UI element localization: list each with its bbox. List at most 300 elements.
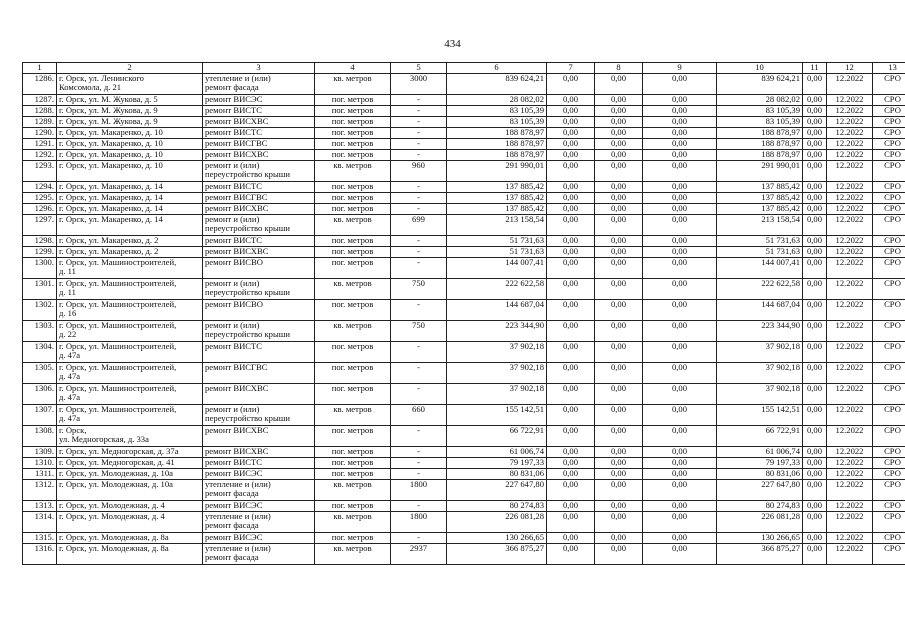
table-row <box>23 278 905 299</box>
table-row <box>23 94 905 105</box>
col9-cell: 0,00 <box>595 383 643 404</box>
col8-cell: 0,00 <box>547 203 595 214</box>
address-cell-line: д. 22 <box>59 329 77 340</box>
work-type-cell <box>203 214 315 235</box>
address-cell-line: г. Орск, ул. Ленинского <box>59 73 144 83</box>
date-cell: 12.2022 <box>827 543 873 564</box>
col8-cell: 0,00 <box>547 192 595 203</box>
col8-cell: 0,00 <box>547 278 595 299</box>
address-cell-line: д. 16 <box>59 308 77 319</box>
source-cell: СРО <box>873 257 905 278</box>
source-cell: СРО <box>873 383 905 404</box>
table-row <box>23 73 905 94</box>
row-number: 1294. <box>23 181 57 192</box>
work-type-cell <box>203 404 315 425</box>
col12-cell: 0,00 <box>803 404 827 425</box>
table-row <box>23 138 905 149</box>
unit-cell: кв. метров <box>315 404 391 425</box>
row-number: 1302. <box>23 299 57 320</box>
col8-cell: 0,00 <box>547 299 595 320</box>
unit-cell: кв. метров <box>315 73 391 94</box>
col11-cell: 37 902,18 <box>717 383 803 404</box>
col12-cell: 0,00 <box>803 446 827 457</box>
address-cell-line: г. Орск, ул. Макаренко, д. 10 <box>59 138 163 148</box>
quantity-cell: - <box>391 235 447 246</box>
unit-cell: пог. метров <box>315 116 391 127</box>
col9-cell: 0,00 <box>595 181 643 192</box>
unit-cell: пог. метров <box>315 446 391 457</box>
date-cell: 12.2022 <box>827 446 873 457</box>
address-cell-line: д. 11 <box>59 287 76 298</box>
address-cell-line: г. Орск, ул. Молодежная, д. 4 <box>59 500 165 510</box>
col8-cell: 0,00 <box>547 383 595 404</box>
unit-cell: пог. метров <box>315 257 391 278</box>
col9-cell: 0,00 <box>595 116 643 127</box>
col8-cell: 0,00 <box>547 479 595 500</box>
address-cell <box>57 479 203 500</box>
col10-cell: 0,00 <box>643 235 717 246</box>
unit-cell: кв. метров <box>315 511 391 532</box>
col8-cell: 0,00 <box>547 214 595 235</box>
work-type-cell-line: ремонт фасада <box>205 552 259 563</box>
table-row <box>23 257 905 278</box>
col12-cell: 0,00 <box>803 532 827 543</box>
header-cell-10: 10 <box>717 63 803 74</box>
date-cell: 12.2022 <box>827 192 873 203</box>
work-type-cell <box>203 192 315 203</box>
header-cell-1: 1 <box>23 63 57 74</box>
total-cost-cell: 51 731,63 <box>447 235 547 246</box>
date-cell: 12.2022 <box>827 320 873 341</box>
col11-cell: 137 885,42 <box>717 192 803 203</box>
header-cell-8: 8 <box>595 63 643 74</box>
address-cell-line: д. 11 <box>59 266 76 277</box>
work-type-cell-line: ремонт ВИСГВС <box>205 138 268 148</box>
work-type-cell <box>203 181 315 192</box>
total-cost-cell: 37 902,18 <box>447 341 547 362</box>
header-cell-13: 13 <box>873 63 905 74</box>
address-cell <box>57 94 203 105</box>
table-row <box>23 383 905 404</box>
date-cell: 12.2022 <box>827 94 873 105</box>
col10-cell: 0,00 <box>643 94 717 105</box>
date-cell: 12.2022 <box>827 73 873 94</box>
address-cell <box>57 246 203 257</box>
source-cell: СРО <box>873 278 905 299</box>
col9-cell: 0,00 <box>595 160 643 181</box>
col10-cell: 0,00 <box>643 500 717 511</box>
address-cell <box>57 73 203 94</box>
unit-cell: кв. метров <box>315 160 391 181</box>
row-number: 1308. <box>23 425 57 446</box>
col12-cell: 0,00 <box>803 149 827 160</box>
work-type-cell-line: ремонт ВИСЭС <box>205 468 263 478</box>
total-cost-cell: 188 878,97 <box>447 149 547 160</box>
source-cell: СРО <box>873 192 905 203</box>
col11-cell: 188 878,97 <box>717 138 803 149</box>
total-cost-cell: 227 647,80 <box>447 479 547 500</box>
work-type-cell <box>203 532 315 543</box>
col10-cell: 0,00 <box>643 73 717 94</box>
unit-cell: пог. метров <box>315 383 391 404</box>
table-row <box>23 341 905 362</box>
source-cell: СРО <box>873 457 905 468</box>
col9-cell: 0,00 <box>595 425 643 446</box>
total-cost-cell: 366 875,27 <box>447 543 547 564</box>
work-type-cell-line: ремонт ВИСЭС <box>205 532 263 542</box>
address-cell-line: г. Орск, ул. Машиностроителей, <box>59 341 177 351</box>
work-type-cell-line: ремонт и (или) <box>205 404 260 414</box>
unit-cell: пог. метров <box>315 127 391 138</box>
date-cell: 12.2022 <box>827 149 873 160</box>
row-number: 1299. <box>23 246 57 257</box>
table-row <box>23 457 905 468</box>
work-type-cell <box>203 341 315 362</box>
row-number: 1316. <box>23 543 57 564</box>
col10-cell: 0,00 <box>643 278 717 299</box>
work-type-cell-line: ремонт фасада <box>205 82 259 93</box>
table-row <box>23 500 905 511</box>
col12-cell: 0,00 <box>803 73 827 94</box>
address-cell <box>57 138 203 149</box>
work-type-cell-line: ремонт и (или) <box>205 320 260 330</box>
source-cell: СРО <box>873 203 905 214</box>
table-row <box>23 468 905 479</box>
col9-cell: 0,00 <box>595 192 643 203</box>
address-cell-line: г. Орск, ул. Машиностроителей, <box>59 257 177 267</box>
col11-cell: 79 197,33 <box>717 457 803 468</box>
quantity-cell: 1800 <box>391 479 447 500</box>
date-cell: 12.2022 <box>827 500 873 511</box>
row-number: 1315. <box>23 532 57 543</box>
col10-cell: 0,00 <box>643 457 717 468</box>
col11-cell: 226 081,28 <box>717 511 803 532</box>
total-cost-cell: 80 831,06 <box>447 468 547 479</box>
address-cell-line: г. Орск, ул. М. Жукова, д. 9 <box>59 116 158 126</box>
date-cell: 12.2022 <box>827 160 873 181</box>
quantity-cell: - <box>391 203 447 214</box>
date-cell: 12.2022 <box>827 214 873 235</box>
col8-cell: 0,00 <box>547 543 595 564</box>
row-number: 1314. <box>23 511 57 532</box>
date-cell: 12.2022 <box>827 278 873 299</box>
date-cell: 12.2022 <box>827 362 873 383</box>
col12-cell: 0,00 <box>803 235 827 246</box>
work-type-cell-line: утепление и (или) <box>205 511 271 521</box>
col8-cell: 0,00 <box>547 160 595 181</box>
row-number: 1301. <box>23 278 57 299</box>
row-number: 1300. <box>23 257 57 278</box>
date-cell: 12.2022 <box>827 479 873 500</box>
total-cost-cell: 144 687,04 <box>447 299 547 320</box>
date-cell: 12.2022 <box>827 404 873 425</box>
unit-cell: пог. метров <box>315 425 391 446</box>
quantity-cell: - <box>391 457 447 468</box>
total-cost-cell: 51 731,63 <box>447 246 547 257</box>
col10-cell: 0,00 <box>643 160 717 181</box>
work-type-cell-line: ремонт ВИСГВС <box>205 362 268 372</box>
address-cell <box>57 278 203 299</box>
address-cell-line: г. Орск, ул. Машиностроителей, <box>59 299 177 309</box>
quantity-cell: 960 <box>391 160 447 181</box>
address-cell <box>57 257 203 278</box>
col9-cell: 0,00 <box>595 341 643 362</box>
total-cost-cell: 188 878,97 <box>447 127 547 138</box>
unit-cell: кв. метров <box>315 479 391 500</box>
address-cell-line: д. 47а <box>59 371 81 382</box>
source-cell: СРО <box>873 341 905 362</box>
row-number: 1286. <box>23 73 57 94</box>
source-cell: СРО <box>873 479 905 500</box>
unit-cell: пог. метров <box>315 94 391 105</box>
col12-cell: 0,00 <box>803 246 827 257</box>
col9-cell: 0,00 <box>595 203 643 214</box>
row-number: 1296. <box>23 203 57 214</box>
source-cell: СРО <box>873 138 905 149</box>
address-cell <box>57 116 203 127</box>
quantity-cell: - <box>391 149 447 160</box>
address-cell-line: д. 47а <box>59 413 81 424</box>
col10-cell: 0,00 <box>643 214 717 235</box>
work-type-cell <box>203 160 315 181</box>
address-cell-line: г. Орск, ул. Макаренко, д. 14 <box>59 203 163 213</box>
col12-cell: 0,00 <box>803 94 827 105</box>
address-cell-line: г. Орск, ул. Машиностроителей, <box>59 320 177 330</box>
col10-cell: 0,00 <box>643 105 717 116</box>
source-cell: СРО <box>873 116 905 127</box>
col9-cell: 0,00 <box>595 235 643 246</box>
col11-cell: 80 831,06 <box>717 468 803 479</box>
col8-cell: 0,00 <box>547 116 595 127</box>
work-type-cell-line: переустройство крыши <box>205 329 290 340</box>
table-row <box>23 203 905 214</box>
total-cost-cell: 137 885,42 <box>447 203 547 214</box>
col11-cell: 155 142,51 <box>717 404 803 425</box>
total-cost-cell: 83 105,39 <box>447 105 547 116</box>
col11-cell: 83 105,39 <box>717 116 803 127</box>
address-cell <box>57 362 203 383</box>
col12-cell: 0,00 <box>803 116 827 127</box>
address-cell-line: г. Орск, ул. Молодежная, д. 8а <box>59 543 169 553</box>
col12-cell: 0,00 <box>803 257 827 278</box>
total-cost-cell: 37 902,18 <box>447 362 547 383</box>
col11-cell: 37 902,18 <box>717 341 803 362</box>
address-cell <box>57 160 203 181</box>
work-type-cell-line: ремонт ВИСХВС <box>205 116 269 126</box>
work-type-cell <box>203 500 315 511</box>
col12-cell: 0,00 <box>803 214 827 235</box>
col12-cell: 0,00 <box>803 203 827 214</box>
total-cost-cell: 80 274,83 <box>447 500 547 511</box>
address-cell-line: г. Орск, ул. М. Жукова, д. 5 <box>59 94 158 104</box>
date-cell: 12.2022 <box>827 425 873 446</box>
unit-cell: пог. метров <box>315 105 391 116</box>
total-cost-cell: 28 082,02 <box>447 94 547 105</box>
table-row <box>23 362 905 383</box>
col8-cell: 0,00 <box>547 468 595 479</box>
row-number: 1293. <box>23 160 57 181</box>
quantity-cell: - <box>391 257 447 278</box>
total-cost-cell: 213 158,54 <box>447 214 547 235</box>
col11-cell: 137 885,42 <box>717 181 803 192</box>
source-cell: СРО <box>873 404 905 425</box>
col11-cell: 222 622,58 <box>717 278 803 299</box>
date-cell: 12.2022 <box>827 235 873 246</box>
row-number: 1295. <box>23 192 57 203</box>
quantity-cell: - <box>391 468 447 479</box>
row-number: 1288. <box>23 105 57 116</box>
col12-cell: 0,00 <box>803 278 827 299</box>
source-cell: СРО <box>873 149 905 160</box>
address-cell-line: г. Орск, ул. Машиностроителей, <box>59 383 177 393</box>
address-cell <box>57 404 203 425</box>
col12-cell: 0,00 <box>803 160 827 181</box>
col8-cell: 0,00 <box>547 235 595 246</box>
row-number: 1311. <box>23 468 57 479</box>
row-number: 1298. <box>23 235 57 246</box>
table-row <box>23 214 905 235</box>
address-cell <box>57 320 203 341</box>
address-cell-line: д. 47а <box>59 350 81 361</box>
source-cell: СРО <box>873 511 905 532</box>
col11-cell: 188 878,97 <box>717 127 803 138</box>
total-cost-cell: 61 006,74 <box>447 446 547 457</box>
col11-cell: 188 878,97 <box>717 149 803 160</box>
date-cell: 12.2022 <box>827 383 873 404</box>
col12-cell: 0,00 <box>803 138 827 149</box>
col9-cell: 0,00 <box>595 94 643 105</box>
col11-cell: 144 007,41 <box>717 257 803 278</box>
col10-cell: 0,00 <box>643 341 717 362</box>
work-type-cell-line: ремонт фасада <box>205 488 259 499</box>
col10-cell: 0,00 <box>643 320 717 341</box>
col10-cell: 0,00 <box>643 543 717 564</box>
row-number: 1306. <box>23 383 57 404</box>
col8-cell: 0,00 <box>547 446 595 457</box>
table-row <box>23 425 905 446</box>
work-type-cell-line: ремонт ВИСВО <box>205 299 263 309</box>
col10-cell: 0,00 <box>643 257 717 278</box>
col12-cell: 0,00 <box>803 383 827 404</box>
col12-cell: 0,00 <box>803 500 827 511</box>
unit-cell: пог. метров <box>315 362 391 383</box>
quantity-cell: - <box>391 446 447 457</box>
col8-cell: 0,00 <box>547 138 595 149</box>
work-type-cell-line: утепление и (или) <box>205 543 271 553</box>
work-type-cell-line: ремонт ВИСГВС <box>205 192 268 202</box>
unit-cell: пог. метров <box>315 341 391 362</box>
quantity-cell: - <box>391 181 447 192</box>
col11-cell: 144 687,04 <box>717 299 803 320</box>
col8-cell: 0,00 <box>547 362 595 383</box>
col12-cell: 0,00 <box>803 362 827 383</box>
address-cell-line: г. Орск, ул. Машиностроителей, <box>59 362 177 372</box>
address-cell <box>57 425 203 446</box>
address-cell-line: ул. Медногорская, д. 33а <box>59 434 149 445</box>
col11-cell: 37 902,18 <box>717 362 803 383</box>
row-number: 1304. <box>23 341 57 362</box>
unit-cell: пог. метров <box>315 235 391 246</box>
col11-cell: 61 006,74 <box>717 446 803 457</box>
work-type-cell-line: утепление и (или) <box>205 73 271 83</box>
col11-cell: 51 731,63 <box>717 235 803 246</box>
col12-cell: 0,00 <box>803 341 827 362</box>
table-row <box>23 181 905 192</box>
table-row <box>23 149 905 160</box>
source-cell: СРО <box>873 468 905 479</box>
col10-cell: 0,00 <box>643 446 717 457</box>
address-cell <box>57 105 203 116</box>
row-number: 1313. <box>23 500 57 511</box>
quantity-cell: - <box>391 383 447 404</box>
col10-cell: 0,00 <box>643 468 717 479</box>
work-type-cell <box>203 468 315 479</box>
date-cell: 12.2022 <box>827 468 873 479</box>
col8-cell: 0,00 <box>547 94 595 105</box>
address-cell <box>57 235 203 246</box>
col9-cell: 0,00 <box>595 511 643 532</box>
source-cell: СРО <box>873 299 905 320</box>
col9-cell: 0,00 <box>595 468 643 479</box>
col12-cell: 0,00 <box>803 181 827 192</box>
total-cost-cell: 226 081,28 <box>447 511 547 532</box>
quantity-cell: 750 <box>391 320 447 341</box>
table-row <box>23 320 905 341</box>
row-number: 1292. <box>23 149 57 160</box>
total-cost-cell: 839 624,21 <box>447 73 547 94</box>
row-number: 1290. <box>23 127 57 138</box>
col8-cell: 0,00 <box>547 425 595 446</box>
date-cell: 12.2022 <box>827 138 873 149</box>
work-type-cell <box>203 73 315 94</box>
col10-cell: 0,00 <box>643 181 717 192</box>
col12-cell: 0,00 <box>803 425 827 446</box>
address-cell <box>57 511 203 532</box>
source-cell: СРО <box>873 160 905 181</box>
date-cell: 12.2022 <box>827 203 873 214</box>
work-type-cell <box>203 246 315 257</box>
address-cell <box>57 457 203 468</box>
col8-cell: 0,00 <box>547 73 595 94</box>
col10-cell: 0,00 <box>643 532 717 543</box>
work-type-cell-line: ремонт ВИСЭС <box>205 500 263 510</box>
unit-cell: пог. метров <box>315 246 391 257</box>
header-cell-6: 6 <box>447 63 547 74</box>
work-type-cell-line: ремонт ВИСТС <box>205 105 263 115</box>
work-type-cell <box>203 203 315 214</box>
address-cell-line: г. Орск, ул. Макаренко, д. 2 <box>59 235 159 245</box>
col10-cell: 0,00 <box>643 404 717 425</box>
work-type-cell-line: ремонт ВИСХВС <box>205 446 269 456</box>
date-cell: 12.2022 <box>827 257 873 278</box>
unit-cell: пог. метров <box>315 181 391 192</box>
work-type-cell <box>203 320 315 341</box>
quantity-cell: - <box>391 127 447 138</box>
row-number: 1305. <box>23 362 57 383</box>
unit-cell: кв. метров <box>315 214 391 235</box>
unit-cell: пог. метров <box>315 138 391 149</box>
row-number: 1307. <box>23 404 57 425</box>
address-cell-line: г. Орск, ул. Макаренко, д. 14 <box>59 192 163 202</box>
col12-cell: 0,00 <box>803 299 827 320</box>
col9-cell: 0,00 <box>595 105 643 116</box>
quantity-cell: - <box>391 246 447 257</box>
quantity-cell: - <box>391 192 447 203</box>
address-cell-line: Комсомола, д. 21 <box>59 82 122 93</box>
row-number: 1310. <box>23 457 57 468</box>
source-cell: СРО <box>873 362 905 383</box>
address-cell <box>57 214 203 235</box>
